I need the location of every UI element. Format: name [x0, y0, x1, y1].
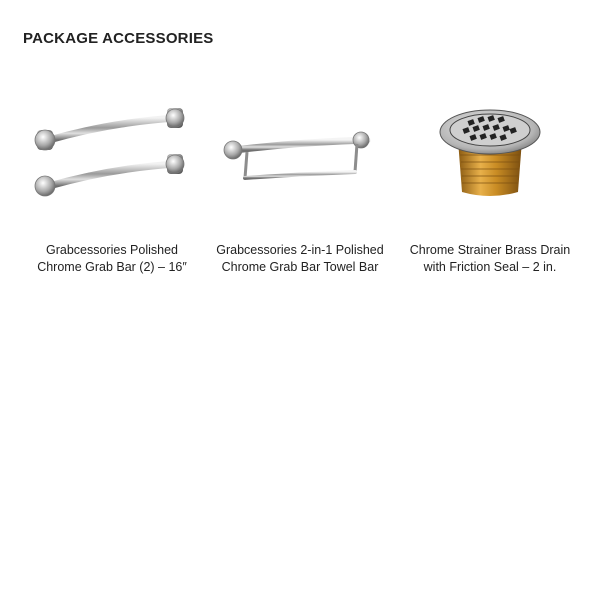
drain-strainer-icon	[430, 100, 550, 210]
drain-strainer-image	[395, 90, 585, 220]
caption-line-2: with Friction Seal – 2 in.	[423, 260, 557, 274]
accessory-item-towel-grab-bar[interactable]	[205, 90, 395, 276]
accessory-item-grab-bars[interactable]	[17, 90, 207, 276]
caption-line-1: Grabcessories Polished	[45, 243, 178, 257]
caption-line-2: Chrome Grab Bar Towel Bar	[221, 260, 379, 274]
caption-line-1: Chrome Strainer Brass Drain	[409, 243, 571, 257]
accessory-caption	[17, 242, 207, 276]
caption-line-2: Chrome Grab Bar (2) – 16″	[37, 260, 187, 274]
grab-bar-pair-image	[17, 90, 207, 220]
accessory-caption	[395, 242, 585, 276]
grab-bar-towel-bar-image	[205, 90, 395, 220]
grab-bar-towel-bar-icon	[215, 100, 385, 210]
caption-line-1: Grabcessories 2-in-1 Polished	[216, 243, 384, 257]
accessory-caption	[205, 242, 395, 276]
grab-bar-pair-icon	[27, 100, 197, 210]
section-title: PACKAGE ACCESSORIES	[23, 30, 214, 47]
accessory-item-drain[interactable]	[395, 90, 585, 276]
